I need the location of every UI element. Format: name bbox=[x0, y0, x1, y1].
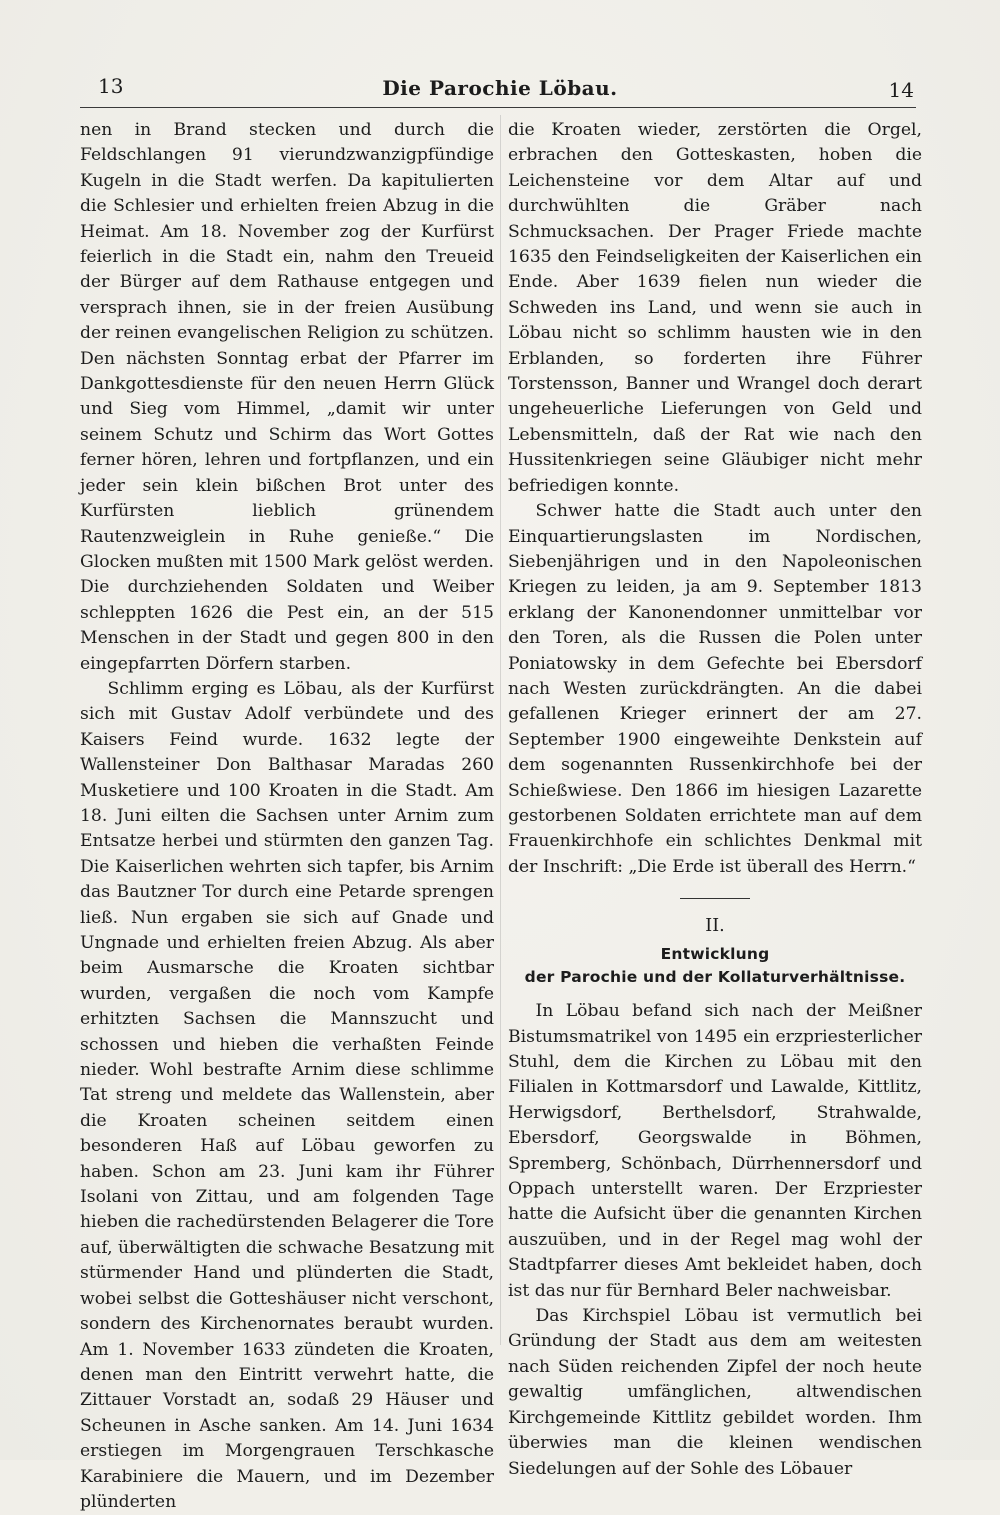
right-paragraph-1: die Kroaten wieder, zerstörten die Orgel, erbrachen den Gotteskasten, hoben die Leichensteine vor dem Altar auf und durchwühlten die Gräber nach Schmucksachen. Der Prager Friede machte 1635 den Feindseligkeiten der Kaiserlichen ein Ende. Aber 1639 fielen nun wieder die Schweden ins Land, und wenn sie auch in Löbau nicht so schlimm hausten wie in den Erblanden, so forderten ihre Führer Torstensson, Banner und Wrangel doch derart ungeheuerliche Lieferungen von Geld und Lebensmitteln, daß der Rat wie nach den Hussitenkriegen seine Gläubiger nicht mehr befriedigen konnte. bbox=[508, 120, 922, 496]
section-heading-line-1: Entwicklung bbox=[660, 945, 770, 964]
section-heading-line-2: der Parochie und der Kollaturverhältnisse. bbox=[524, 968, 906, 987]
section-heading bbox=[508, 943, 922, 989]
right-paragraph-3: In Löbau befand sich nach der Meißner Bistumsmatrikel von 1495 ein erzpriesterlicher Stuhl, dem die Kirchen zu Löbau mit den Filialen in Kottmarsdorf und Lawalde, Kittlitz, Herwigsdorf, Berthelsdorf, Strahwalde, Ebersdorf, Georgswalde in Böhmen, Spremberg, Schönbach, Dürrhennersdorf und Oppach unterstellt waren. Der Erzpriester hatte die Aufsicht über die genannten Kirchen auszuüben, und in der Regel mag wohl der Stadtpfarrer dieses Amt bekleidet haben, doch ist das nur für Bernhard Beler nachweisbar. bbox=[508, 1001, 922, 1301]
section-separator-rule bbox=[680, 898, 750, 899]
header-rule bbox=[80, 107, 916, 108]
page-header bbox=[80, 70, 920, 104]
column-divider bbox=[500, 115, 501, 1345]
right-column bbox=[508, 118, 922, 1482]
running-title: Die Parochie Löbau. bbox=[382, 76, 618, 100]
section-number: II. bbox=[705, 916, 725, 937]
right-paragraph-2: Schwer hatte die Stadt auch unter den Einquartierungslasten im Nordischen, Siebenjährigen und in den Napoleonischen Kriegen zu leiden, ja am 9. September 1813 erklang der Kanonendonner unmittelbar vor den Toren, als die Russen die Polen unter Poniatowsky in dem Gefechte bei Ebersdorf nach Westen zurückdrängten. An die dabei gefallenen Krieger erinnert der am 27. September 1900 eingeweihte Denkstein auf dem sogenannten Russenkirchhofe bei der Schießwiese. Den 1866 im hiesigen Lazarette gestorbenen Soldaten errichtete man auf dem Frauenkirchhofe ein schlichtes Denkmal mit der Inschrift: „Die Erde ist überall des Herrn.“ bbox=[508, 501, 922, 877]
left-column bbox=[80, 118, 494, 1515]
page-number-left: 13 bbox=[98, 74, 124, 98]
left-paragraph-2: Schlimm erging es Löbau, als der Kurfürst sich mit Gustav Adolf verbündete und des Kaisers Feind wurde. 1632 legte der Wallensteiner Don Balthasar Maradas 260 Musketiere und 100 Kroaten in die Stadt. Am 18. Juni eilten die Sachsen unter Arnim zum Entsatze herbei und stürmten den ganzen Tag. Die Kaiserlichen wehrten sich tapfer, bis Arnim das Bautzner Tor durch eine Petarde sprengen ließ. Nun ergaben sie sich auf Gnade und Ungnade und erhielten freien Abzug. Als aber beim Ausmarsche die Kroaten sichtbar wurden, vergaßen die noch vom Kampfe erhitzten Sachsen die Mannszucht und schossen und hieben die verhaßten Feinde nieder. Wohl bestrafte Arnim diese schlimme Tat streng und meldete das Wallenstein, aber die Kroaten scheinen seitdem einen besonderen Haß auf Löbau geworfen zu haben. Schon am 23. Juni kam ihr Führer Isolani von Zittau, und am folgenden Tage hieben die rachedürstenden Belagerer die Tore auf, überwältigten die schwache Besatzung mit stürmender Hand und plünderten die Stadt, wobei selbst die Gotteshäuser nicht verschont, sondern des Kirchenornates beraubt wurden. Am 1. November 1633 zündeten die Kroaten, denen man den Eintritt verwehrt hatte, die Zittauer Vorstadt an, sodaß 29 Häuser und Scheunen in Asche sanken. Am 14. Juni 1634 erstiegen im Morgengrauen Terschkasche Karabiniere die Mauern, und im Dezember plünderten bbox=[80, 678, 495, 1512]
right-paragraph-4: Das Kirchspiel Löbau ist vermutlich bei Gründung der Stadt aus dem am weitesten nach Süden reichenden Zipfel der noch heute gewaltig umfänglichen, altwendischen Kirchgemeinde Kittlitz gebildet worden. Ihm überwies man die kleinen wendischen Siedelungen auf der Sohle des Löbauer bbox=[508, 1306, 922, 1479]
page-number-right: 14 bbox=[888, 78, 914, 102]
left-paragraph-1: nen in Brand stecken und durch die Feldschlangen 91 vierundzwanzigpfündige Kugeln in die Stadt werfen. Da kapitulierten die Schlesier und erhielten freien Abzug in die Heimat. Am 18. November zog der Kurfürst feierlich in die Stadt ein, nahm den Treueid der Bürger auf dem Rathause entgegen und versprach ihnen, sie in der freien Ausübung der reinen evangelischen Religion zu schützen. Den nächsten Sonntag erbat der Pfarrer im Dankgottesdienste für den neuen Herrn Glück und Sieg vom Himmel, „damit wir unter seinem Schutz und Schirm das Wort Gottes ferner hören, lehren und fortpflanzen, und ein jeder sein klein bißchen Brot unter des Kurfürsten lieblich grünendem Rautenzweiglein in Ruhe genieße.“ Die Glocken mußten mit 1500 Mark gelöst werden. Die durchziehenden Soldaten und Weiber schleppten 1626 die Pest ein, an der 515 Menschen in der Stadt und gegen 800 in den eingepfarrten Dörfern starben. bbox=[80, 120, 494, 674]
